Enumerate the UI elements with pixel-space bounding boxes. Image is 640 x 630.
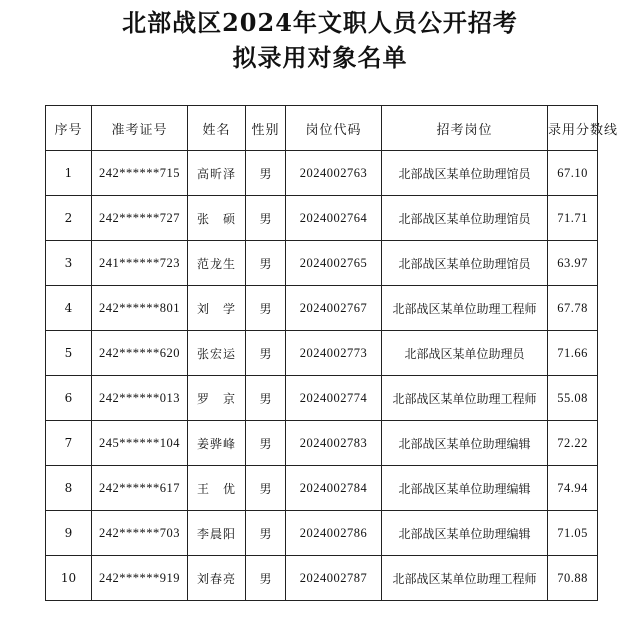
header-cutoff-score: 录用分数线 (548, 106, 598, 151)
cell-position-code: 2024002764 (286, 196, 382, 241)
cell-index: 9 (46, 511, 92, 556)
cell-index: 1 (46, 151, 92, 196)
cell-gender: 男 (246, 511, 286, 556)
header-position-code: 岗位代码 (286, 106, 382, 151)
cell-cutoff-score: 74.94 (548, 466, 598, 511)
cell-position-code: 2024002786 (286, 511, 382, 556)
cell-gender: 男 (246, 466, 286, 511)
table-row (46, 196, 598, 241)
cell-cutoff-score: 72.22 (548, 421, 598, 466)
cell-ticket-number: 242******013 (92, 376, 188, 421)
header-index: 序号 (46, 106, 92, 151)
table-row (46, 376, 598, 421)
header-position: 招考岗位 (382, 106, 548, 151)
cell-ticket-number: 242******715 (92, 151, 188, 196)
cell-gender: 男 (246, 331, 286, 376)
table-header-row (46, 106, 598, 151)
cell-position-code: 2024002767 (286, 286, 382, 331)
cell-gender: 男 (246, 376, 286, 421)
cell-name: 王 优 (188, 466, 246, 511)
cell-position: 北部战区某单位助理编辑 (382, 466, 548, 511)
cell-gender: 男 (246, 556, 286, 601)
page-subtitle: 拟录用对象名单 (232, 43, 408, 72)
cell-ticket-number: 245******104 (92, 421, 188, 466)
cell-cutoff-score: 71.71 (548, 196, 598, 241)
table-row (46, 556, 598, 601)
header-ticket-number: 准考证号 (92, 106, 188, 151)
cell-position: 北部战区某单位助理员 (382, 331, 548, 376)
cell-index: 5 (46, 331, 92, 376)
cell-ticket-number: 242******703 (92, 511, 188, 556)
cell-position: 北部战区某单位助理工程师 (382, 376, 548, 421)
cell-name: 高昕泽 (188, 151, 246, 196)
cell-name: 刘 学 (188, 286, 246, 331)
cell-ticket-number: 242******620 (92, 331, 188, 376)
cell-gender: 男 (246, 241, 286, 286)
cell-index: 10 (46, 556, 92, 601)
header-name: 姓名 (188, 106, 246, 151)
cell-gender: 男 (246, 421, 286, 466)
admission-table (45, 105, 619, 601)
cell-position-code: 2024002783 (286, 421, 382, 466)
cell-name: 刘春亮 (188, 556, 246, 601)
cell-name: 姜骅峰 (188, 421, 246, 466)
cell-gender: 男 (246, 196, 286, 241)
cell-cutoff-score: 71.05 (548, 511, 598, 556)
cell-position-code: 2024002784 (286, 466, 382, 511)
cell-name: 李晨阳 (188, 511, 246, 556)
table-row (46, 511, 598, 556)
cell-cutoff-score: 71.66 (548, 331, 598, 376)
cell-position: 北部战区某单位助理工程师 (382, 286, 548, 331)
cell-cutoff-score: 70.88 (548, 556, 598, 601)
cell-ticket-number: 242******617 (92, 466, 188, 511)
table-row (46, 331, 598, 376)
cell-ticket-number: 242******919 (92, 556, 188, 601)
cell-position: 北部战区某单位助理编辑 (382, 511, 548, 556)
cell-index: 7 (46, 421, 92, 466)
cell-name: 张宏运 (188, 331, 246, 376)
header-gender: 性别 (246, 106, 286, 151)
cell-name: 张 硕 (188, 196, 246, 241)
cell-cutoff-score: 67.78 (548, 286, 598, 331)
cell-position-code: 2024002787 (286, 556, 382, 601)
cell-position-code: 2024002763 (286, 151, 382, 196)
cell-index: 3 (46, 241, 92, 286)
page-title: 北部战区2024年文职人员公开招考 (122, 8, 518, 37)
table-row (46, 151, 598, 196)
cell-position-code: 2024002774 (286, 376, 382, 421)
cell-gender: 男 (246, 286, 286, 331)
cell-position-code: 2024002765 (286, 241, 382, 286)
cell-position: 北部战区某单位助理编辑 (382, 421, 548, 466)
cell-position: 北部战区某单位助理馆员 (382, 196, 548, 241)
cell-ticket-number: 242******727 (92, 196, 188, 241)
cell-ticket-number: 241******723 (92, 241, 188, 286)
cell-position-code: 2024002773 (286, 331, 382, 376)
cell-name: 范龙生 (188, 241, 246, 286)
cell-ticket-number: 242******801 (92, 286, 188, 331)
table-row (46, 466, 598, 511)
cell-position: 北部战区某单位助理馆员 (382, 241, 548, 286)
cell-position: 北部战区某单位助理工程师 (382, 556, 548, 601)
cell-index: 4 (46, 286, 92, 331)
cell-cutoff-score: 55.08 (548, 376, 598, 421)
cell-name: 罗 京 (188, 376, 246, 421)
table-row (46, 241, 598, 286)
cell-cutoff-score: 67.10 (548, 151, 598, 196)
cell-position: 北部战区某单位助理馆员 (382, 151, 548, 196)
table-row (46, 421, 598, 466)
cell-cutoff-score: 63.97 (548, 241, 598, 286)
cell-index: 8 (46, 466, 92, 511)
cell-index: 2 (46, 196, 92, 241)
cell-gender: 男 (246, 151, 286, 196)
table-row (46, 286, 598, 331)
cell-index: 6 (46, 376, 92, 421)
